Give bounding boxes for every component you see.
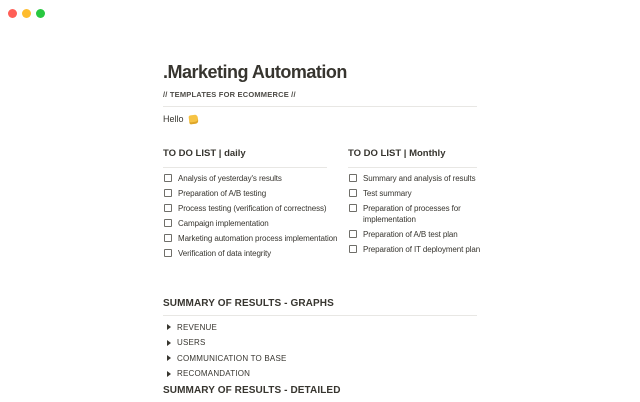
toggle-item[interactable] — [163, 322, 477, 332]
greeting — [163, 113, 198, 125]
summary-graphs-section — [163, 297, 477, 384]
checkbox-unchecked[interactable] — [349, 230, 357, 238]
checkbox-unchecked[interactable] — [164, 249, 172, 257]
notion-page — [163, 0, 481, 400]
todo-item-label: Preparation of IT deployment plan — [363, 245, 481, 254]
toggle-item-label: RECOMANDATION — [177, 369, 251, 378]
todo-item-label: Preparation of A/B test plan — [363, 230, 458, 239]
window-controls — [8, 9, 45, 18]
checkbox-unchecked[interactable] — [349, 189, 357, 197]
minimize-button[interactable] — [22, 9, 31, 18]
greeting-text: Hello — [163, 114, 184, 124]
checkbox-unchecked[interactable] — [164, 174, 172, 182]
toggle-triangle-icon — [167, 355, 171, 361]
todo-list-daily — [163, 168, 338, 259]
checkbox-unchecked[interactable] — [349, 245, 357, 253]
todo-item — [163, 248, 327, 259]
todo-item — [348, 203, 477, 225]
todo-item — [348, 188, 477, 199]
todo-item — [348, 173, 477, 184]
todo-item-label: Campaign implementation — [178, 219, 269, 228]
todo-item-label: Verification of data integrity — [178, 249, 272, 258]
todo-item-label: Preparation of A/B testing — [178, 189, 267, 198]
toggle-item[interactable] — [163, 338, 477, 348]
todo-item — [163, 218, 327, 229]
page-title: .Marketing Automation — [163, 62, 347, 82]
summary-detailed-section — [163, 384, 477, 402]
checkbox-unchecked[interactable] — [349, 174, 357, 182]
todo-item — [348, 244, 481, 255]
todo-list-monthly — [348, 168, 481, 255]
todo-item-label: Test summary — [363, 189, 412, 198]
zoom-button[interactable] — [36, 9, 45, 18]
page-subtitle: // TEMPLATES FOR ECOMMERCE // — [163, 90, 296, 99]
toggle-triangle-icon — [167, 371, 171, 377]
checkbox-unchecked[interactable] — [164, 219, 172, 227]
toggle-item-label: REVENUE — [177, 322, 218, 332]
todo-item — [163, 203, 327, 214]
checkbox-unchecked[interactable] — [164, 189, 172, 197]
todo-item-label: Preparation of processes for implementation — [363, 204, 461, 224]
todo-column-monthly — [348, 148, 481, 263]
todo-item — [163, 188, 327, 199]
toggle-item-label: COMMUNICATION TO BASE — [177, 353, 287, 363]
todo-monthly-title: TO DO LIST | Monthly — [348, 148, 446, 159]
checkbox-unchecked[interactable] — [164, 234, 172, 242]
toggle-item[interactable] — [163, 353, 477, 363]
todo-item-label: Analysis of yesterday's results — [178, 174, 282, 183]
summary-graphs-title: SUMMARY OF RESULTS - GRAPHS — [163, 298, 334, 309]
toggle-triangle-icon — [167, 340, 171, 346]
todo-item — [163, 173, 327, 184]
graphs-toggle-list — [163, 316, 477, 379]
checkbox-unchecked[interactable] — [349, 204, 357, 212]
todo-item-label: Marketing automation process implementation — [178, 234, 338, 243]
toggle-item-label: USERS — [177, 338, 206, 347]
todo-daily-title: TO DO LIST | daily — [163, 148, 246, 159]
toggle-item[interactable] — [163, 369, 477, 379]
close-button[interactable] — [8, 9, 17, 18]
todo-columns — [163, 148, 481, 263]
waving-hand-emoji — [188, 114, 198, 124]
todo-item — [163, 233, 338, 244]
toggle-triangle-icon — [167, 324, 171, 330]
todo-item-label: Process testing (verification of correctness) — [178, 204, 327, 213]
checkbox-unchecked[interactable] — [164, 204, 172, 212]
summary-detailed-title: SUMMARY OF RESULTS - DETAILED — [163, 385, 341, 396]
divider — [163, 106, 477, 107]
todo-item — [348, 229, 477, 240]
todo-item-label: Summary and analysis of results — [363, 174, 476, 183]
todo-column-daily — [163, 148, 338, 263]
